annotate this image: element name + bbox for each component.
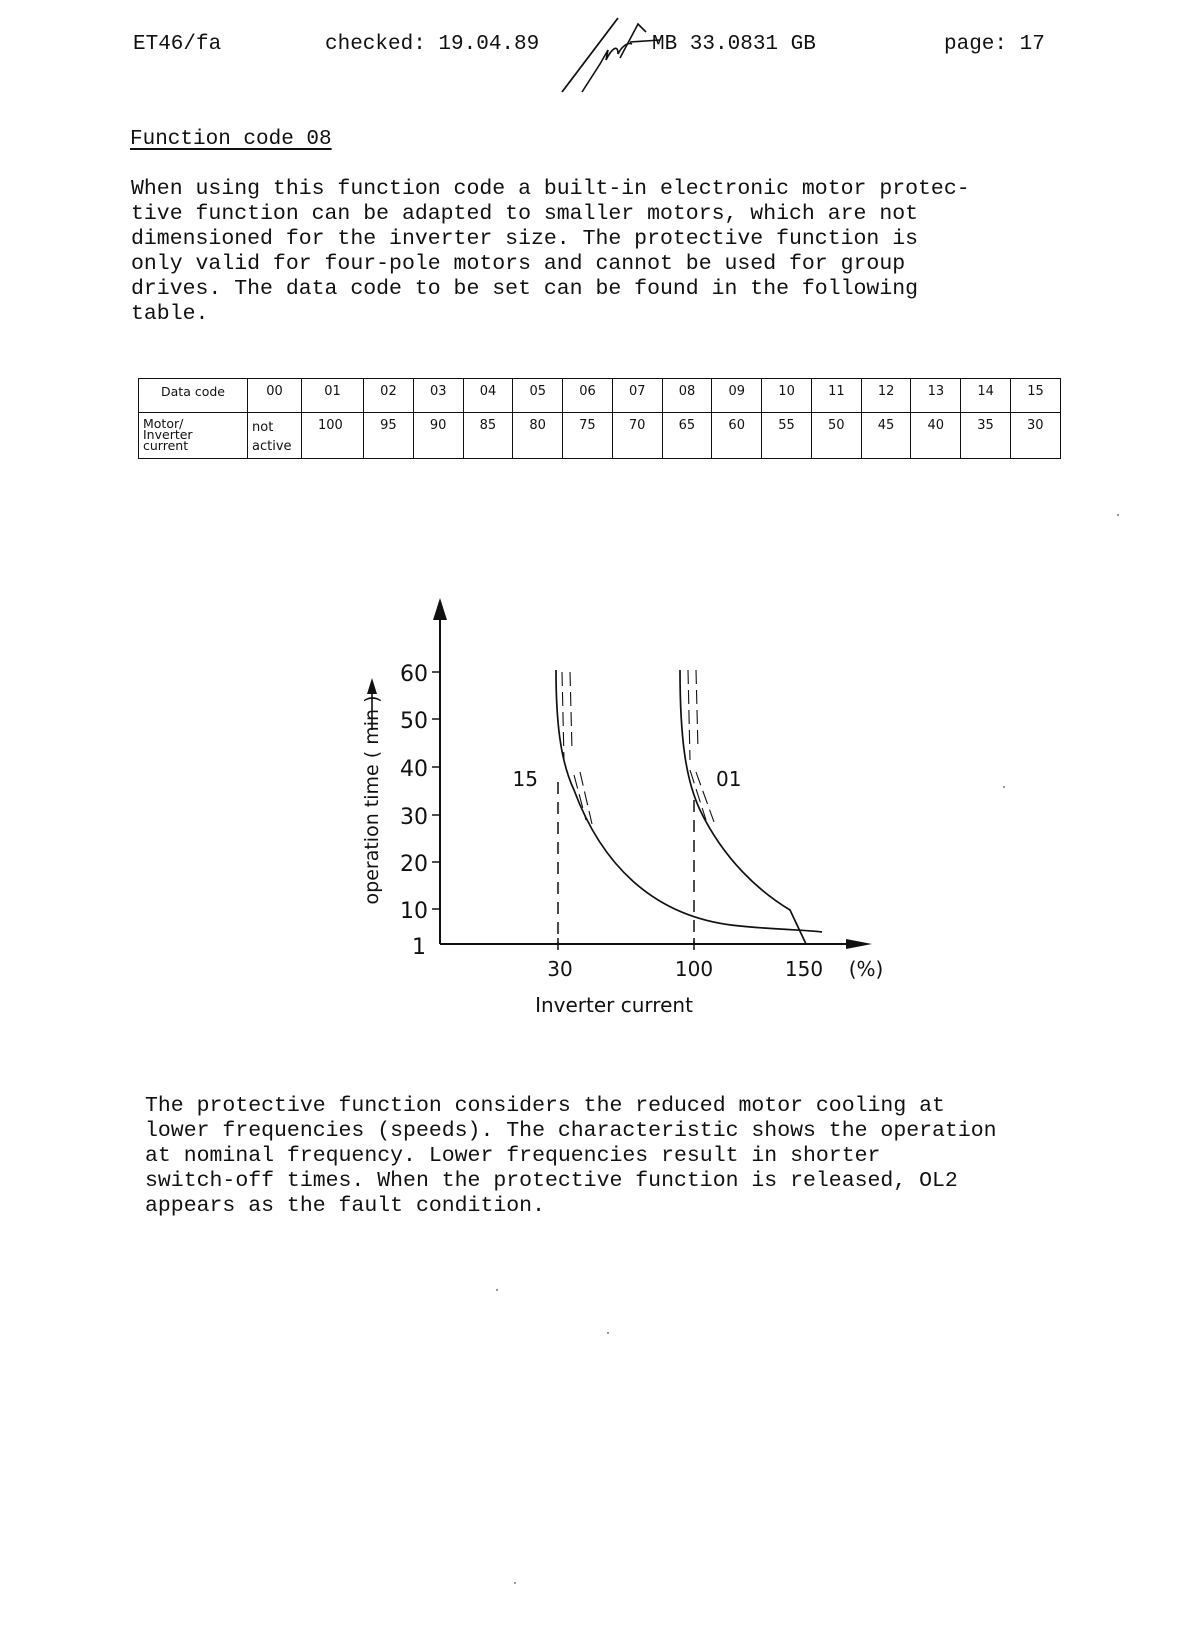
table-cell: 75 (563, 413, 613, 459)
table-cell: 100 (302, 413, 364, 459)
scan-speck (1117, 514, 1119, 516)
arrow-up-icon (367, 678, 377, 694)
document-id: ET46/fa (133, 33, 222, 56)
section-title: Function code 08 (130, 128, 332, 151)
table-cell: 10 (762, 379, 812, 413)
table-cell: 12 (861, 379, 911, 413)
table-cell: 08 (662, 379, 712, 413)
table-cell: 05 (513, 379, 563, 413)
table-cell: 95 (364, 413, 414, 459)
table-cell: 85 (463, 413, 513, 459)
text-line: tive function can be adapted to smaller motors, which are not (131, 202, 919, 226)
table-cell: 45 (861, 413, 911, 459)
x-axis-title: Inverter current (535, 993, 693, 1017)
table-cell: 55 (762, 413, 812, 459)
y-tick-label: 20 (400, 852, 428, 877)
table-cell: 80 (513, 413, 563, 459)
row-header: Data code (139, 379, 248, 413)
text-line: at nominal frequency. Lower frequencies result in shorter (145, 1144, 881, 1168)
y-tick-label: 40 (400, 757, 428, 782)
x-unit-label: (%) (848, 957, 884, 981)
table-cell: 14 (961, 379, 1011, 413)
scan-speck (496, 1289, 498, 1291)
table-cell: 00 (248, 379, 302, 413)
y-tick-label: 50 (400, 709, 428, 734)
table-cell: 03 (413, 379, 463, 413)
scan-speck (607, 1332, 609, 1334)
annotation-15: 15 (512, 767, 538, 791)
table-cell: 11 (811, 379, 861, 413)
text-line: switch-off times. When the protective function is released, OL2 (145, 1169, 958, 1193)
series-line-01-low-freq (688, 670, 714, 822)
row-header-line: Inverter (143, 427, 193, 442)
x-tick-label: 150 (784, 957, 824, 981)
y-axis-arrow-icon (433, 598, 447, 620)
y-tick-label: 60 (400, 662, 428, 687)
document-reference: MB 33.0831 GB (652, 33, 816, 56)
y-tick-label: 30 (400, 805, 428, 830)
checked-date: checked: 19.04.89 (325, 33, 540, 56)
page-number: page: 17 (944, 33, 1045, 56)
table-cell: 15 (1011, 379, 1061, 413)
scan-speck (1003, 786, 1005, 788)
table-cell: 90 (413, 413, 463, 459)
text-line: The protective function considers the reduced motor cooling at (145, 1094, 945, 1118)
closing-paragraph (145, 1094, 997, 1219)
series-line-15 (556, 670, 822, 932)
table-cell: 04 (463, 379, 513, 413)
table-cell: 60 (712, 413, 762, 459)
y-tick-label: 10 (400, 899, 428, 924)
table-cell: 40 (911, 413, 961, 459)
row-header-line: Motor/ (143, 416, 184, 431)
scan-speck (514, 1582, 516, 1584)
annotation-01: 01 (716, 767, 742, 791)
text-line: drives. The data code to be set can be found in the following (131, 277, 919, 301)
table-cell: not active (248, 413, 302, 459)
table-cell: 35 (961, 413, 1011, 459)
table-cell: 65 (662, 413, 712, 459)
table-cell: 30 (1011, 413, 1061, 459)
text-line: dimensioned for the inverter size. The protective function is (131, 227, 919, 251)
table-cell: 01 (302, 379, 364, 413)
row-header-line: current (143, 438, 189, 453)
x-axis-arrow-icon (846, 939, 872, 949)
table-cell: 06 (563, 379, 613, 413)
text-line: When using this function code a built-in electronic motor protec- (131, 177, 970, 201)
table-cell: 13 (911, 379, 961, 413)
series-line-15-low-freq (562, 672, 592, 824)
table-cell: 50 (811, 413, 861, 459)
x-tick-label: 100 (674, 957, 714, 981)
x-tick-label: 30 (547, 957, 573, 981)
y-axis-title: operation time ( min ) (361, 695, 383, 905)
table-cell: 70 (612, 413, 662, 459)
table-cell: 09 (712, 379, 762, 413)
text-line: table. (131, 302, 209, 326)
series-line-01 (680, 670, 806, 944)
table-cell: 07 (612, 379, 662, 413)
text-line: appears as the fault condition. (145, 1194, 545, 1218)
table-cell: 02 (364, 379, 414, 413)
text-line: only valid for four-pole motors and cannot be used for group (131, 252, 906, 276)
y-tick-label: 1 (412, 935, 426, 960)
text-line: lower frequencies (speeds). The characteristic shows the operation (145, 1119, 997, 1143)
